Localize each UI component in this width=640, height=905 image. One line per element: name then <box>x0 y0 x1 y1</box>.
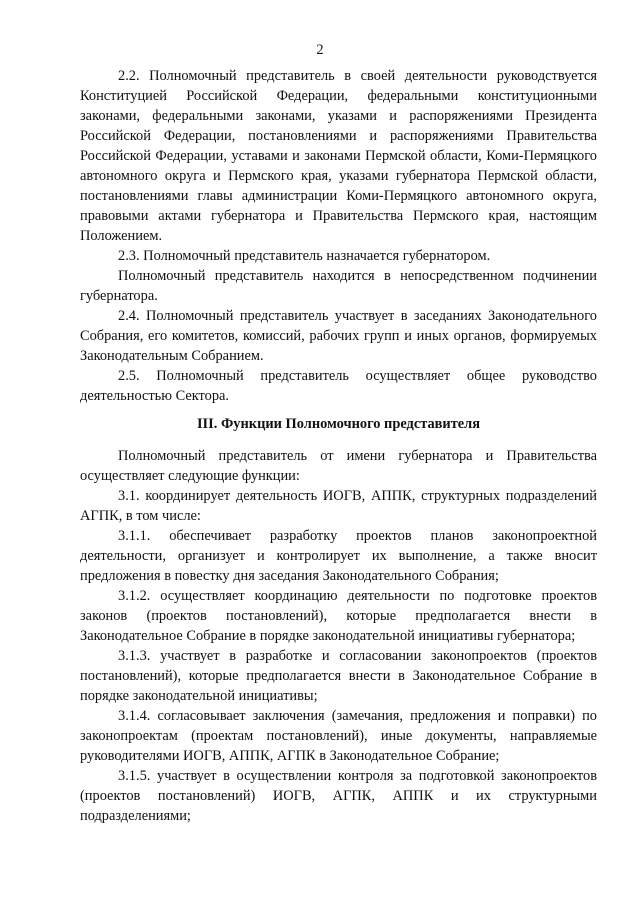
paragraph: 3.1.3. участвует в разработке и согласовании законопроектов (проектов постановлений), которые предполагается внести в Законодательное Собрание в порядке законодательной инициативы; <box>80 648 597 704</box>
paragraph: 2.2. Полномочный представитель в своей деятельности руководствуется Конституцией Российской Федерации, федеральными конституционными законами, федеральными законами, указами и распоряжениями Президента Российской Федерации, постановлениями и распоряжениями Правительства Российской Федерации, уставами и законами Пермской области, Коми-Пермяцкого автономного округа и Пермского края, указами губернатора Пермской области, постановлениями главы администрации Коми-Пермяцкого автономного округа, правовыми актами губернатора и Правительства Пермского края, настоящим Положением. <box>80 68 597 244</box>
paragraph: Полномочный представитель от имени губернатора и Правительства осуществляет следующие функции: <box>80 448 597 484</box>
page-number: 2 <box>316 42 324 58</box>
paragraph: 3.1.1. обеспечивает разработку проектов планов законопроектной деятельности, организует и контролирует их выполнение, а также вносит предложения в повестку дня заседания Законодательного Собрания; <box>80 528 597 584</box>
section-heading: III. Функции Полномочного представителя <box>196 416 481 432</box>
paragraph: 2.5. Полномочный представитель осуществляет общее руководство деятельностью Сектора. <box>80 368 597 404</box>
section-3-block <box>80 446 597 826</box>
paragraph: 2.4. Полномочный представитель участвует в заседаниях Законодательного Собрания, его комитетов, комиссий, рабочих групп и иных органов, формируемых Законодательным Собранием. <box>80 308 597 364</box>
section-2-block <box>80 66 597 406</box>
paragraph: 3.1.4. согласовывает заключения (замечания, предложения и поправки) по законопроектам (проектам постановлений), иные документы, направляемые руководителями ИОГВ, АППК, АГПК в Законодательное Собрание; <box>80 708 597 764</box>
paragraph: 3.1.2. осуществляет координацию деятельности по подготовке проектов законов (проектов постановлений), которые предполагается внести в Законодательное Собрание в порядке законодательной инициативы губернатора; <box>80 588 597 644</box>
paragraph: 3.1. координирует деятельность ИОГВ, АППК, структурных подразделений АГПК, в том числе: <box>80 488 597 524</box>
paragraph: Полномочный представитель находится в непосредственном подчинении губернатора. <box>80 268 597 304</box>
paragraph: 2.3. Полномочный представитель назначается губернатором. <box>118 248 491 264</box>
paragraph: 3.1.5. участвует в осуществлении контроля за подготовкой законопроектов (проектов постановлений) ИОГВ, АГПК, АППК и их структурными подразделениями; <box>80 768 597 824</box>
